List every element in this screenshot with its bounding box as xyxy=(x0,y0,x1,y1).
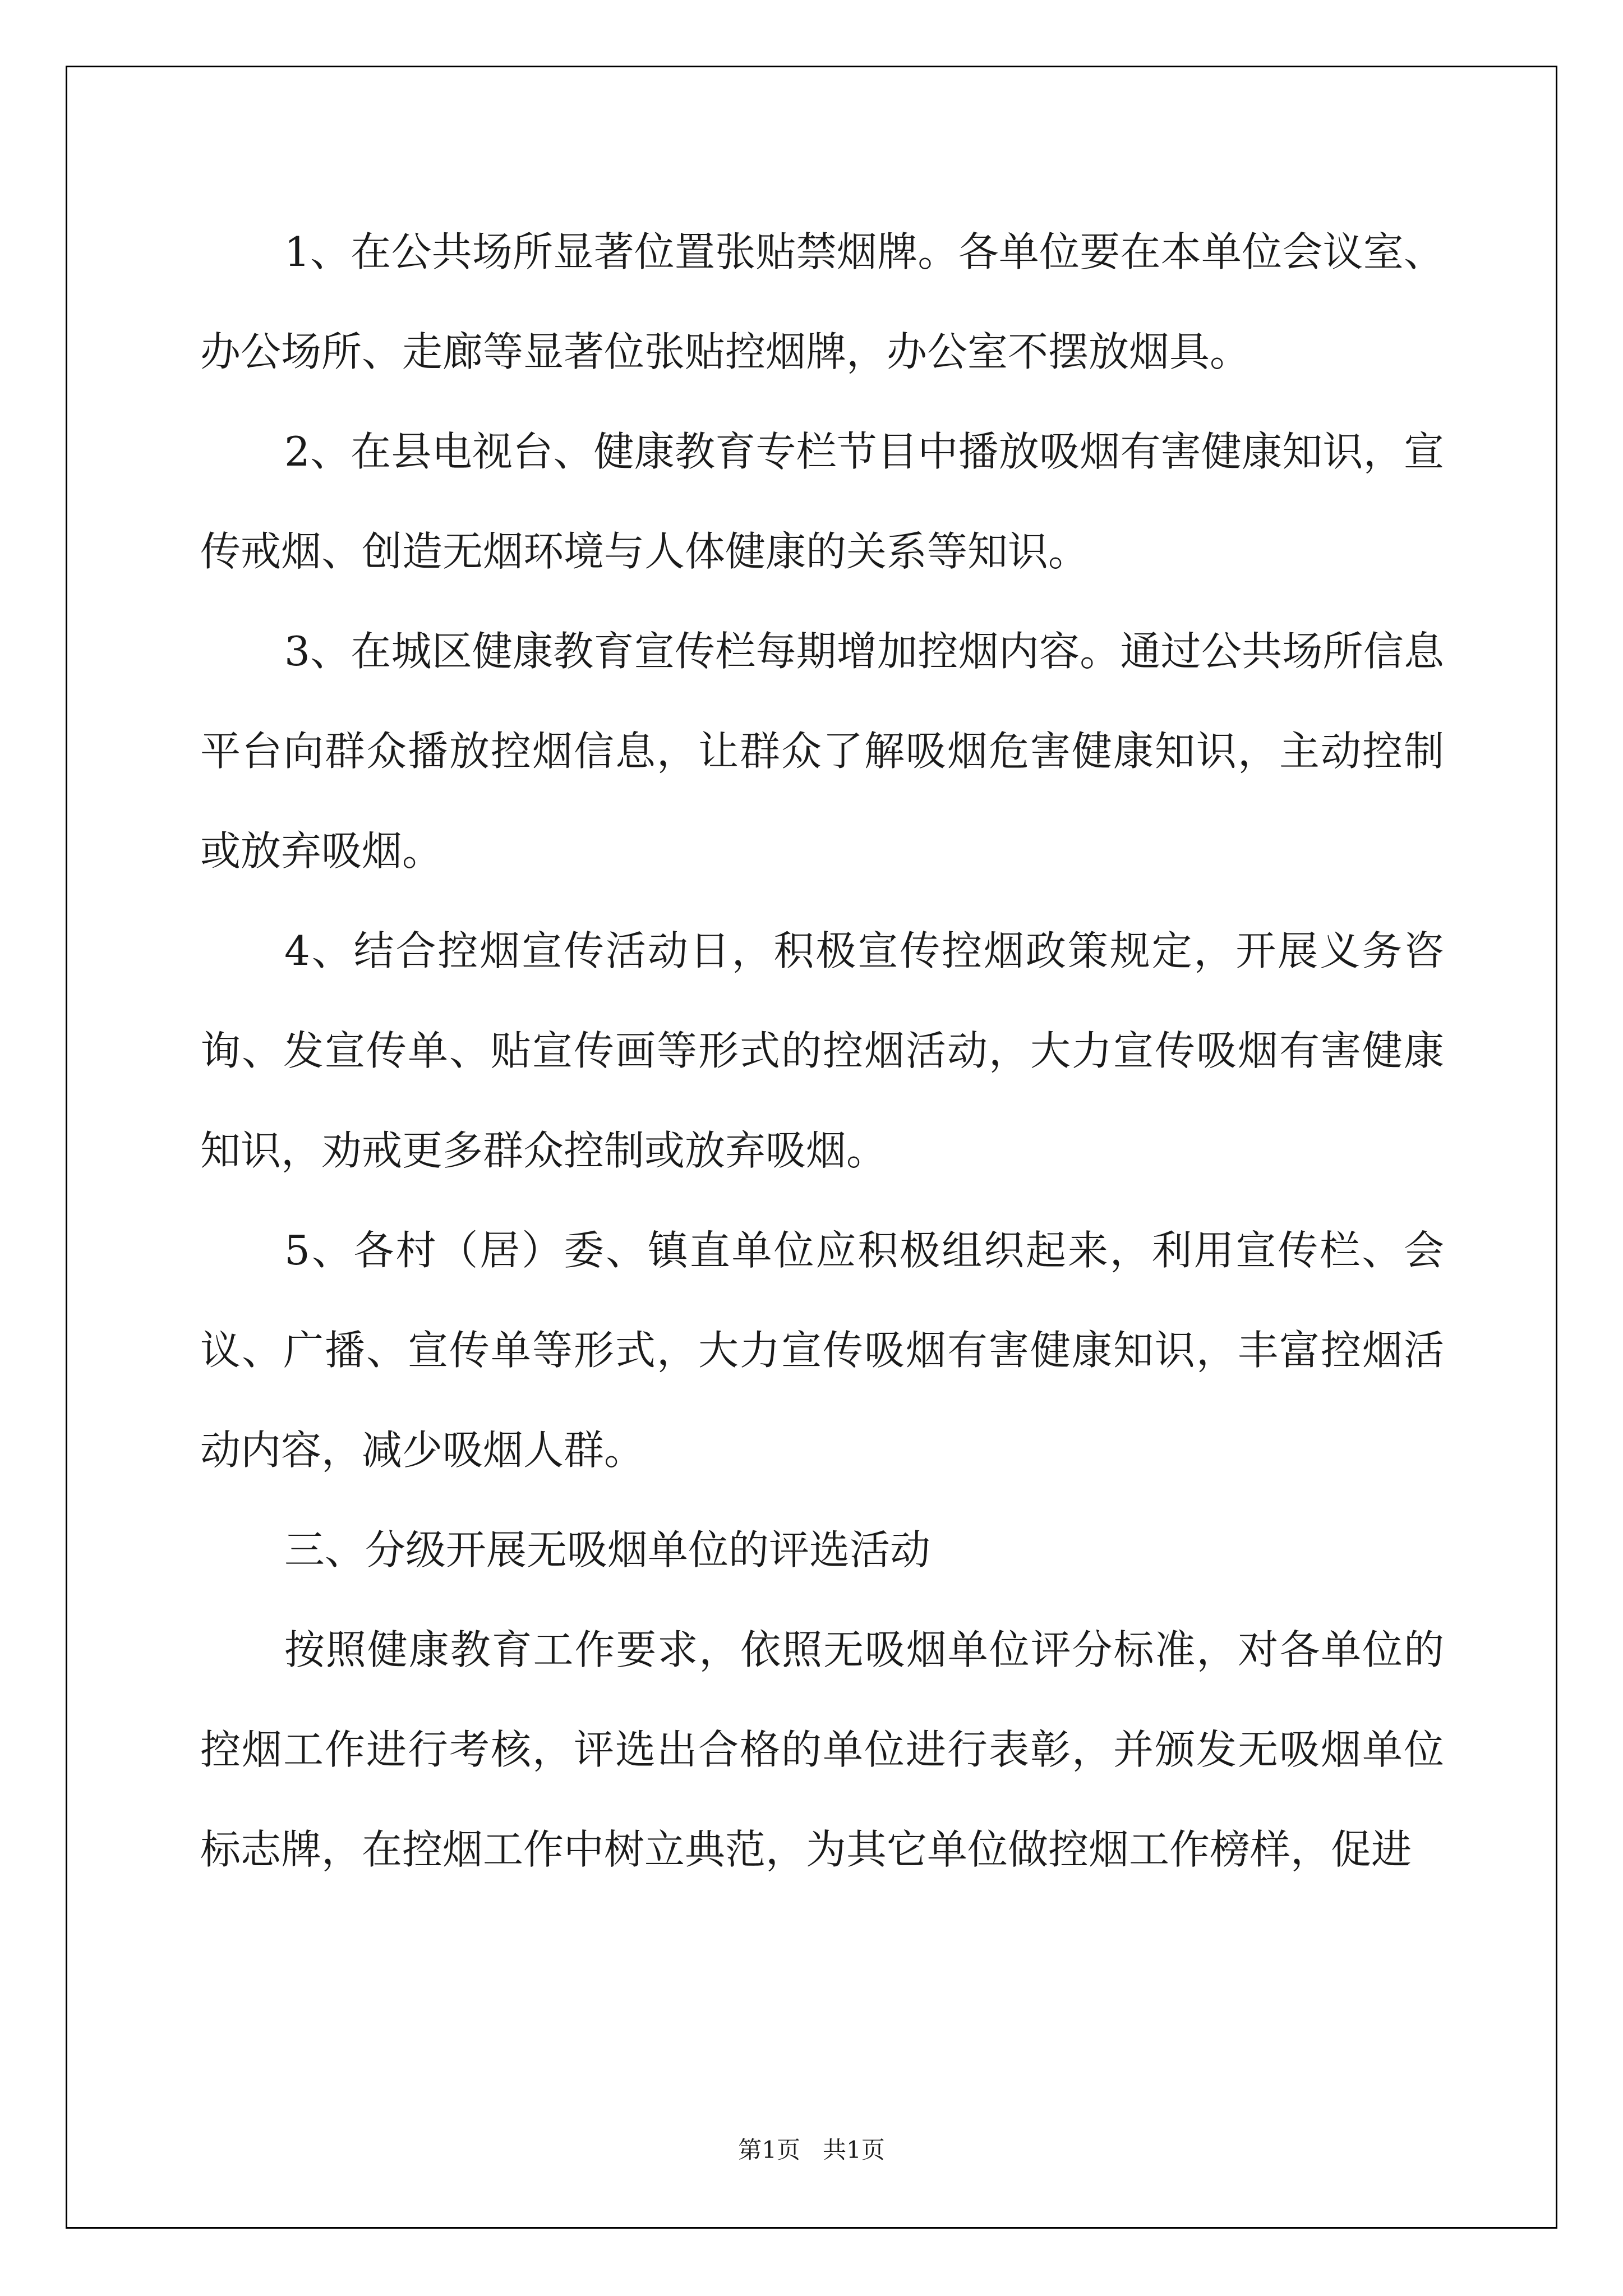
section-heading: 三、分级开展无吸烟单位的评选活动 xyxy=(284,1526,931,1573)
paragraph-1: 1、在公共场所显著位置张贴禁烟牌。各单位要在本单位会议室、办公场所、走廊等显著位张贴控烟牌，办公室不摆放烟具。 xyxy=(200,228,1444,375)
paragraph-5: 5、各村（居）委、镇直单位应积极组织起来，利用宣传栏、会议、广播、宣传单等形式，大力宣传吸烟有害健康知识，丰富控烟活动内容，减少吸烟人群。 xyxy=(200,1227,1444,1474)
page-footer: 第1页 共1页 xyxy=(738,2136,885,2164)
paragraph-3: 3、在城区健康教育宣传栏每期增加控烟内容。通过公共场所信息平台向群众播放控烟信息，让群众了解吸烟危害健康知识，主动控制或放弃吸烟。 xyxy=(200,628,1444,875)
document-body xyxy=(200,202,1444,1899)
paragraph-2: 2、在县电视台、健康教育专栏节目中播放吸烟有害健康知识，宣传戒烟、创造无烟环境与人体健康的关系等知识。 xyxy=(200,428,1444,575)
paragraph-4: 4、结合控烟宣传活动日，积极宣传控烟政策规定，开展义务咨询、发宣传单、贴宣传画等形式的控烟活动，大力宣传吸烟有害健康知识，劝戒更多群众控制或放弃吸烟。 xyxy=(200,927,1444,1174)
section-paragraph: 按照健康教育工作要求，依照无吸烟单位评分标准，对各单位的控烟工作进行考核，评选出合格的单位进行表彰，并颁发无吸烟单位标志牌，在控烟工作中树立典范，为其它单位做控烟工作榜样，促进 xyxy=(200,1626,1444,1873)
